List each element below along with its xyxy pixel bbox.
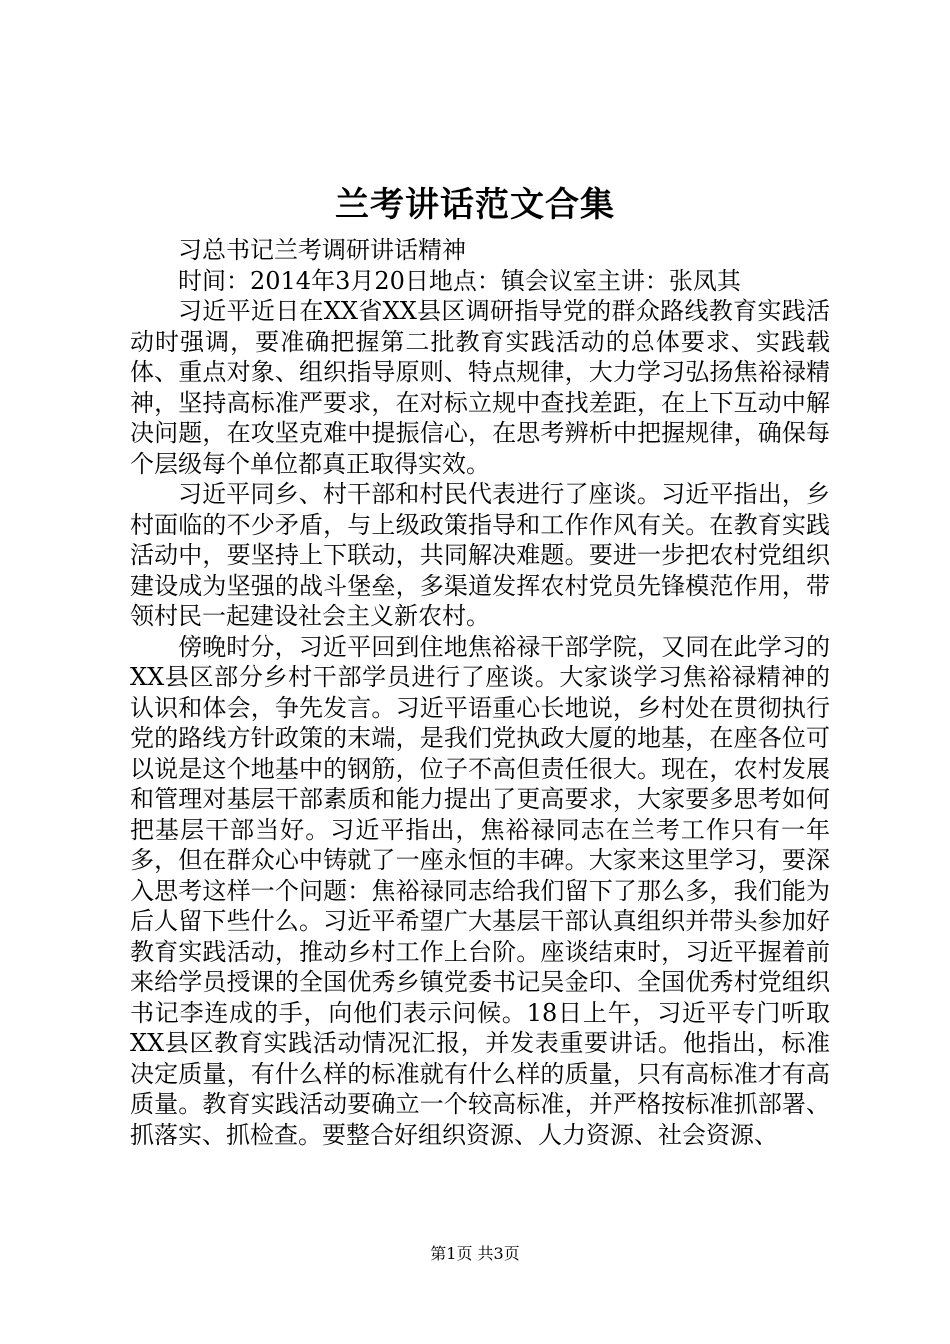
meta-line: 时间：2014年3月20日地点：镇会议室主讲：张凤其 — [178, 266, 741, 295]
subtitle-line: 习总书记兰考调研讲话精神 — [178, 236, 466, 264]
paragraph-2: 习近平同乡、村干部和村民代表进行了座谈。习近平指出，乡村面临的不少矛盾，与上级政策指导和工作作风有关。在教育实践活动中，要坚持上下联动，共同解决难题。要进一步把农村党组织建设成为坚强的战斗堡垒，多渠道发挥农村党员先锋模范作用，带领村民一起建设社会主义新农村。 — [130, 480, 830, 630]
page-footer: 第1页 共3页 — [430, 1244, 520, 1263]
document-title: 兰考讲话范文合集 — [335, 185, 615, 225]
document-body — [130, 235, 830, 1150]
paragraph-1: 习近平近日在XX省XX县区调研指导党的群众路线教育实践活动时强调，要准确把握第二批教育实践活动的总体要求、实践载体、重点对象、组织指导原则、特点规律，大力学习弘扬焦裕禄精神，坚持高标准严要求，在对标立规中查找差距，在上下互动中解决问题，在攻坚克难中提振信心，在思考辨析中把握规律，确保每个层级每个单位都真正取得实效。 — [130, 297, 830, 478]
paragraph-3: 傍晚时分，习近平回到住地焦裕禄干部学院，又同在此学习的XX县区部分乡村干部学员进行了座谈。大家谈学习焦裕禄精神的认识和体会，争先发言。习近平语重心长地说，乡村处在贯彻执行党的路线方针政策的末端，是我们党执政大厦的地基，在座各位可以说是这个地基中的钢筋，位子不高但责任很大。现在，农村发展和管理对基层干部素质和能力提出了更高要求，大家要多思考如何把基层干部当好。习近平指出，焦裕禄同志在兰考工作只有一年多，但在群众心中铸就了一座永恒的丰碑。大家来这里学习，要深入思考这样一个问题：焦裕禄同志给我们留下了那么多，我们能为后人留下些什么。习近平希望广大基层干部认真组织并带头参加好教育实践活动，推动乡村工作上台阶。座谈结束时，习近平握着前来给学员授课的全国优秀乡镇党委书记吴金印、全国优秀村党组织书记李连成的手，向他们表示问候。18日上午，习近平专门听取XX县区教育实践活动情况汇报，并发表重要讲话。他指出，标准决定质量，有什么样的标准就有什么样的质量，只有高标准才有高质量。教育实践活动要确立一个较高标准，并严格按标准抓部署、抓落实、抓检查。要整合好组织资源、人力资源、社会资源、 — [130, 632, 830, 1149]
